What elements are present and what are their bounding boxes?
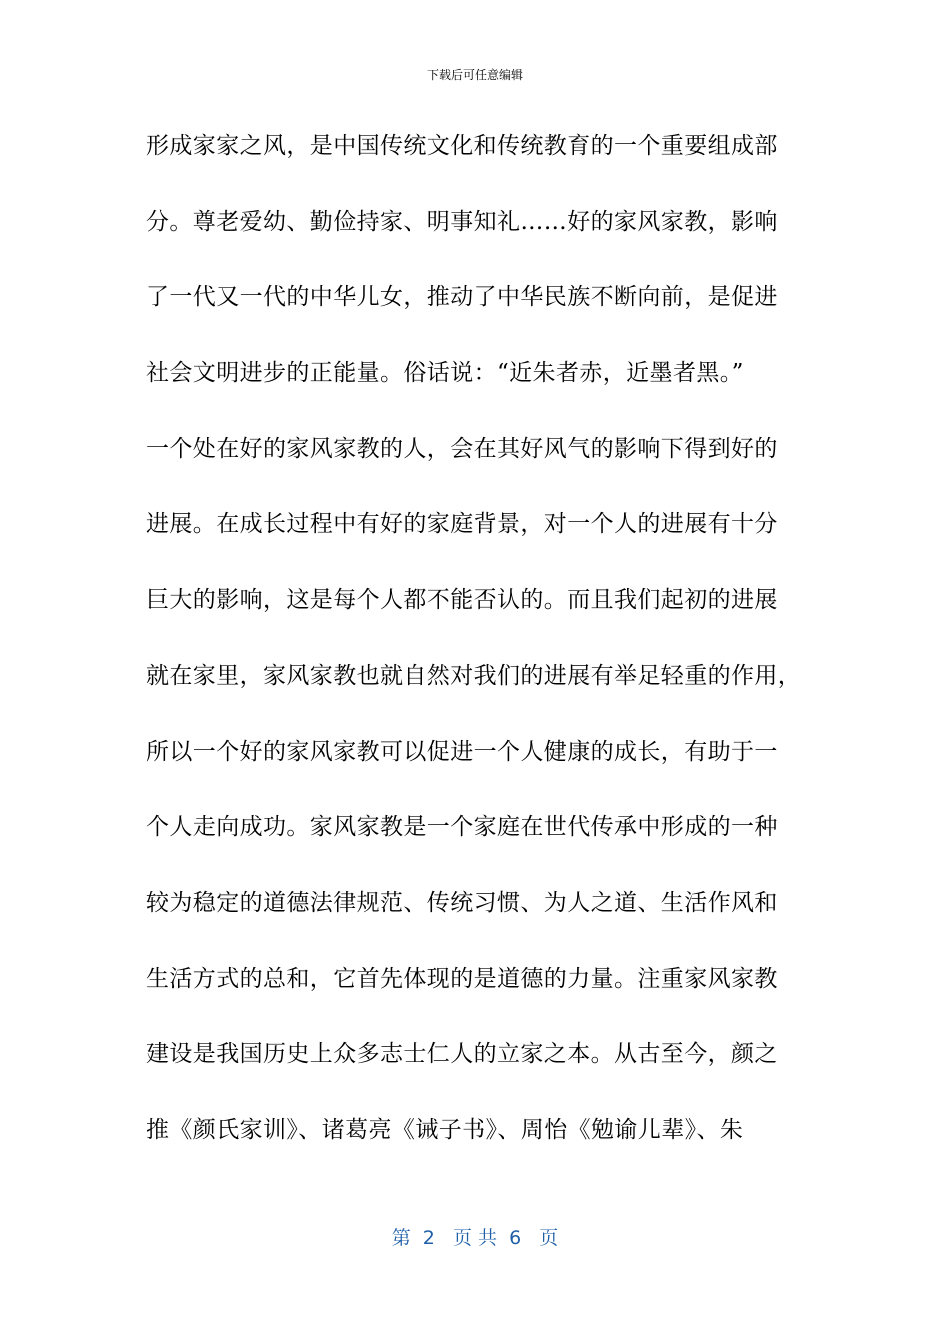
body-line: 了一代又一代的中华儿女，推动了中华民族不断向前，是促进 [146,284,778,311]
page-number-footer: 第 2 页 共 6 页 [391,1227,559,1249]
page-header: 下载后可任意编辑 [426,68,523,82]
body-line: 个人走向成功。家风家教是一个家庭在世代传承中形成的一种 [146,814,778,841]
body-text [146,127,806,1187]
body-line: 一个处在好的家风家教的人，会在其好风气的影响下得到好的 [146,435,778,462]
body-line: 较为稳定的道德法律规范、传统习惯、为人之道、生活作风和 [146,889,778,916]
body-line: 巨大的影响，这是每个人都不能否认的。而且我们起初的进展 [146,587,778,614]
body-line: 形成家家之风，是中国传统文化和传统教育的一个重要组成部 [146,133,778,159]
body-line: 就在家里，家风家教也就自然对我们的进展有举足轻重的作用， [146,662,802,689]
body-line: 进展。在成长过程中有好的家庭背景，对一个人的进展有十分 [146,511,778,538]
body-line: 生活方式的总和，它首先体现的是道德的力量。注重家风家教 [146,965,778,992]
body-line: 建设是我国历史上众多志士仁人的立家之本。从古至今，颜之 [146,1041,778,1068]
body-line: 社会文明进步的正能量。俗话说：“近朱者赤，近墨者黑。” [146,360,744,387]
body-line: 所以一个好的家风家教可以促进一个人健康的成长，有助于一 [146,738,778,765]
body-line: 分。尊老爱幼、勤俭持家、明事知礼……好的家风家教，影响 [146,208,778,235]
body-line: 推《颜氏家训》、诸葛亮《诫子书》、周怡《勉谕儿辈》、朱 [146,1116,744,1143]
